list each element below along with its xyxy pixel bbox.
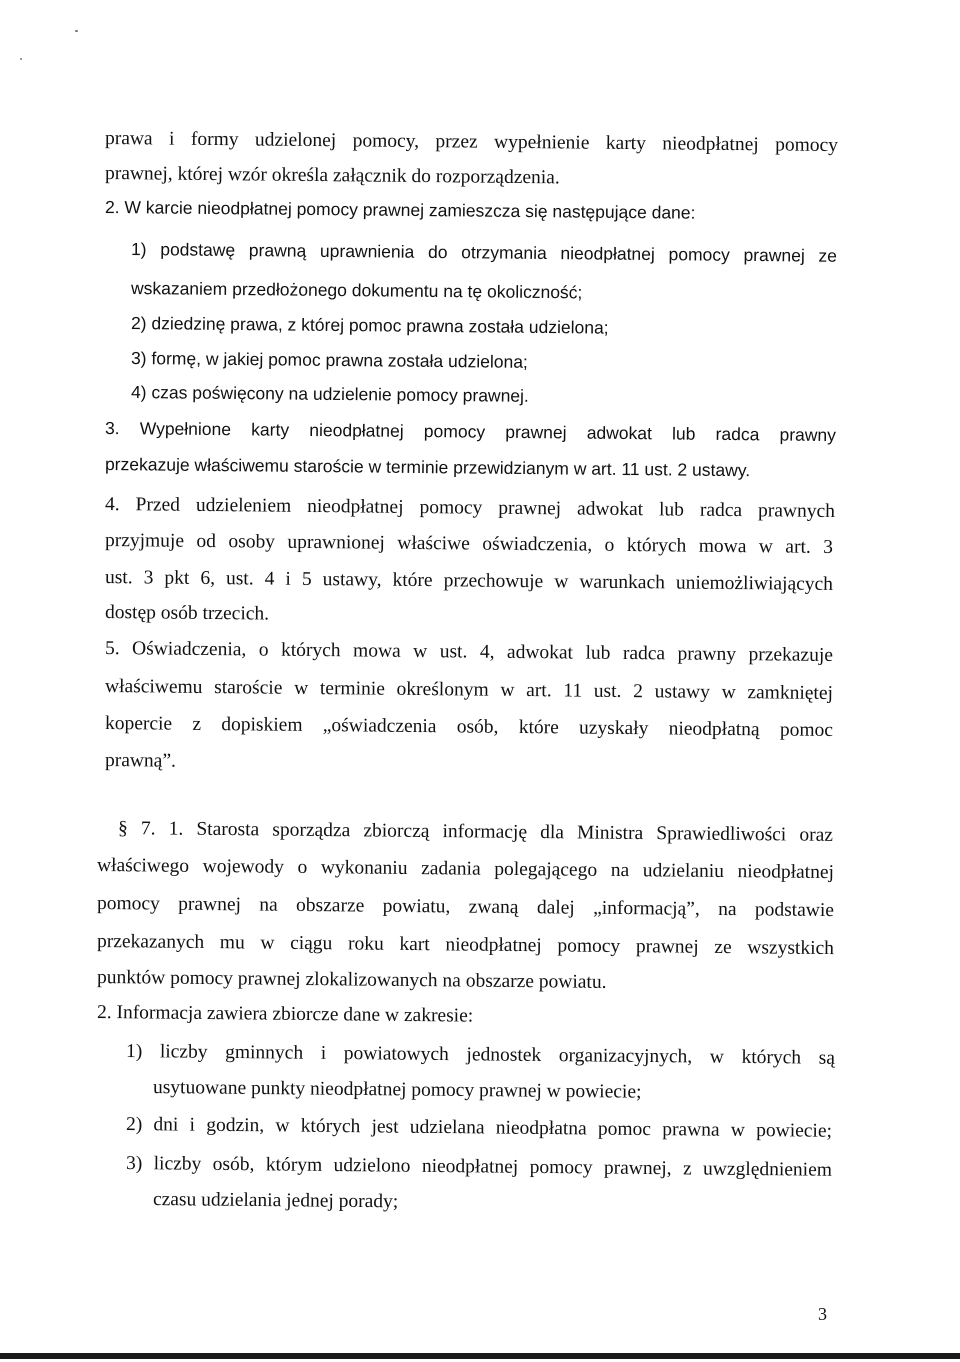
text-line: 2) dni i godzin, w których jest udzielana nieodpłatna pomoc prawna w powiecie; [125, 1114, 833, 1142]
section-heading-line: § 7. 1. Starosta sporządza zbiorczą informację dla Ministra Sprawiedliwości oraz [117, 818, 834, 846]
text-line: 3. Wypełnione karty nieodpłatnej pomocy prawnej adwokat lub radca prawny [104, 418, 837, 446]
text-line: właściwemu staroście w terminie określonym w art. 11 ust. 2 ustawy w zamkniętej [104, 676, 834, 704]
text-line: 2. Informacja zawiera zbiorcze dane w zakresie: [96, 1002, 474, 1027]
text-line: przekazuje właściwemu staroście w terminie przewidzianym w art. 11 ust. 2 ustawy. [104, 454, 751, 481]
scan-artifact [20, 58, 22, 60]
text-line: 3) formę, w jakiej pomoc prawna została udzielona; [130, 348, 528, 372]
text-line: przyjmuje od osoby uprawnionej właściwe oświadczenia, o których mowa w art. 3 [104, 530, 834, 558]
text-line: właściwego wojewody o wykonaniu zadania polegającego na udzielaniu nieodpłatnej [96, 855, 835, 884]
scan-artifact [75, 30, 78, 32]
text-line: 1) podstawę prawną uprawnienia do otrzymania nieodpłatnej pomocy prawnej ze [130, 239, 838, 266]
text-line: 3) liczby osób, którym udzielono nieodpłatnej pomocy prawnej, z uwzględnieniem [125, 1153, 833, 1181]
text-line: czasu udzielania jednej porady; [152, 1189, 399, 1213]
text-line: dostęp osób trzecich. [104, 602, 270, 625]
text-line: 1) liczby gminnych i powiatowych jednostek organizacyjnych, w których są [125, 1041, 836, 1069]
text-line: wskazaniem przedłożonego dokumentu na tę okoliczność; [130, 278, 583, 303]
text-line: 4. Przed udzieleniem nieodpłatnej pomocy prawnej adwokat lub radca prawnych [104, 494, 836, 523]
text-line: 4) czas poświęcony na udzielenie pomocy prawnej. [130, 382, 529, 406]
text-line: 2) dziedzinę prawa, z której pomoc prawna została udzielona; [130, 313, 609, 338]
text-line: 2. W karcie nieodpłatnej pomocy prawnej zamieszcza się następujące dane: [104, 197, 696, 223]
text-line: kopercie z dopiskiem „oświadczenia osób, które uzyskały nieodpłatną pomoc [104, 713, 834, 741]
text-line: ust. 3 pkt 6, ust. 4 i 5 ustawy, które przechowuje w warunkach uniemożliwiających [104, 567, 834, 595]
text-line: prawa i formy udzielonej pomocy, przez wypełnienie karty nieodpłatnej pomocy [104, 128, 839, 157]
text-line: 5. Oświadczenia, o których mowa w ust. 4, adwokat lub radca prawny przekazuje [104, 638, 834, 666]
text-line: prawnej, której wzór określa załącznik do rozporządzenia. [104, 163, 560, 189]
text-line: pomocy prawnej na obszarze powiatu, zwaną dalej „informacją”, na podstawie [96, 893, 835, 922]
text-line: prawną”. [104, 750, 177, 772]
text-line: usytuowane punkty nieodpłatnej pomocy prawnej w powiecie; [152, 1077, 642, 1103]
scan-edge-border [0, 1353, 960, 1359]
text-line: przekazanych mu w ciągu roku kart nieodpłatnej pomocy prawnej ze wszystkich [96, 931, 835, 960]
page-number: 3 [818, 1304, 827, 1324]
text-line: punktów pomocy prawnej zlokalizowanych na obszarze powiatu. [96, 967, 607, 993]
